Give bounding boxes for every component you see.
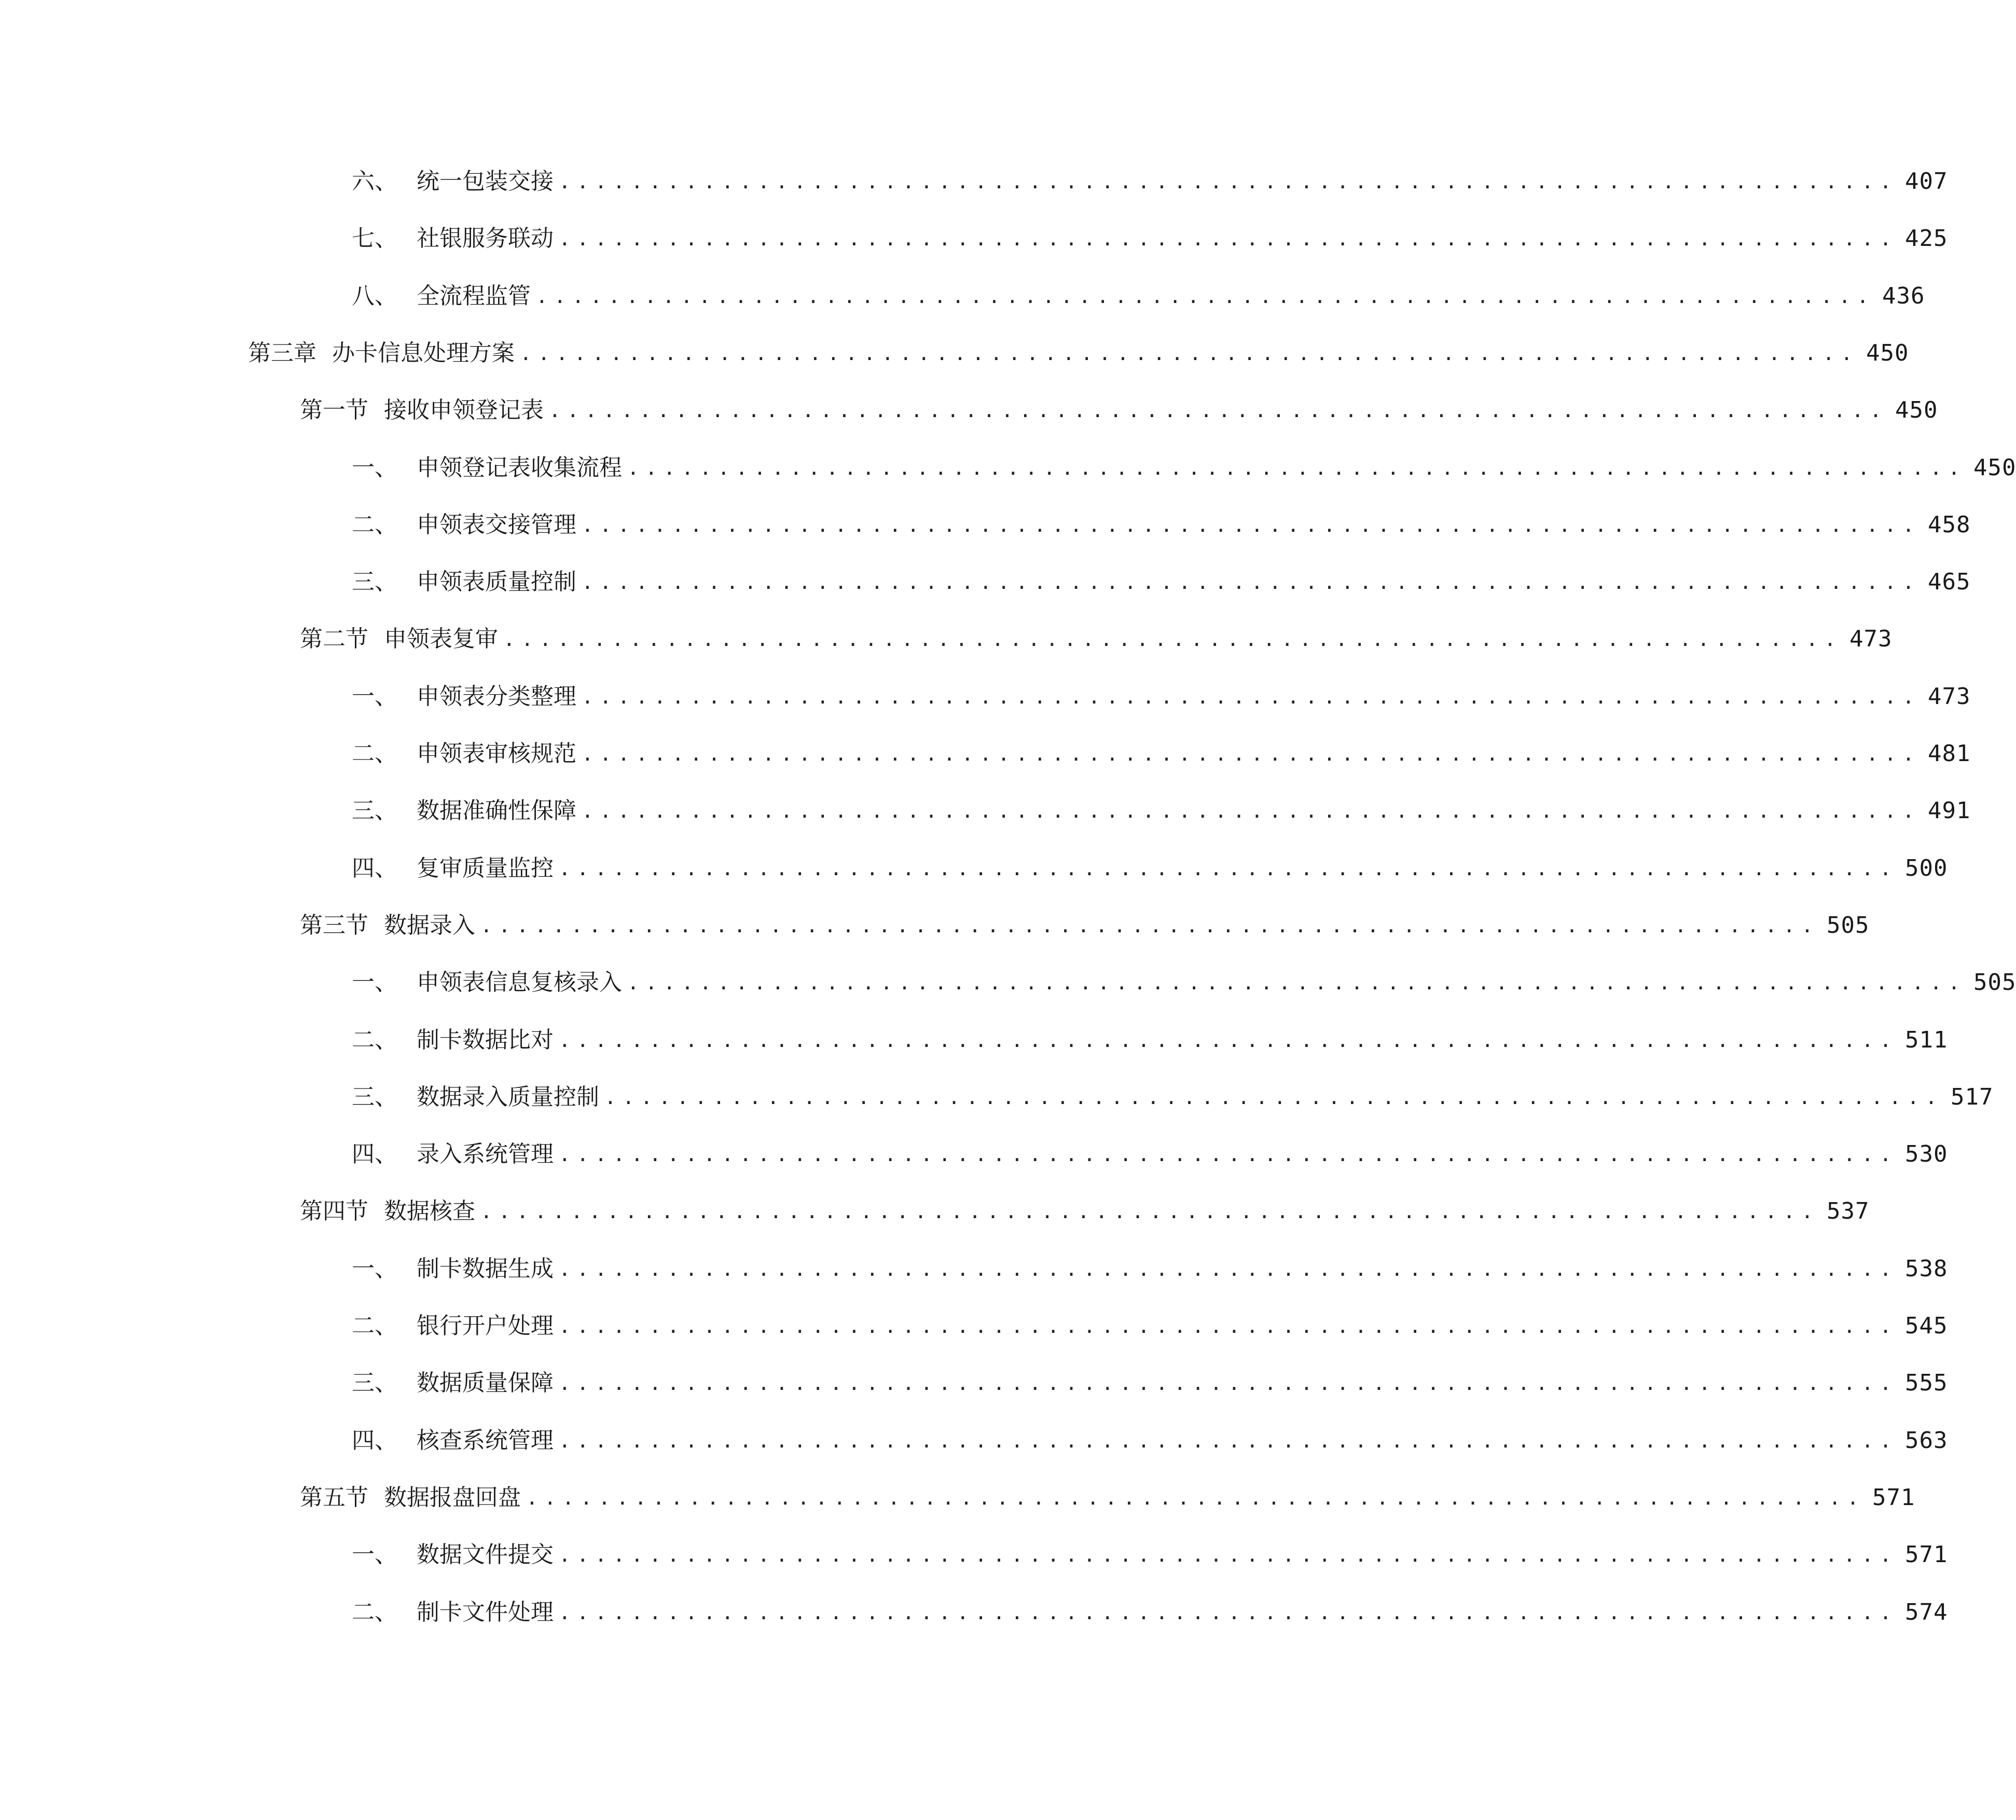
toc-entry-line — [352, 504, 1971, 546]
toc-entry[interactable] — [0, 333, 1909, 374]
toc-entry-page-number: 505 — [1973, 969, 2016, 996]
toc-entry[interactable] — [0, 390, 1938, 431]
toc-entry-title: 社银服务联动 — [417, 225, 554, 252]
toc-entry-number: 一、 — [352, 1256, 397, 1282]
toc-entry-title: 数据录入质量控制 — [417, 1084, 599, 1110]
toc-entry-number: 四、 — [352, 1427, 397, 1454]
toc-entry-title: 申领表交接管理 — [417, 512, 576, 538]
toc-entry-number: 二、 — [352, 740, 397, 767]
toc-entry-line — [352, 1362, 1948, 1404]
toc-entry-line — [352, 790, 1971, 832]
toc-entry-line — [352, 1305, 1948, 1347]
toc-entry[interactable] — [0, 1134, 1948, 1175]
toc-entry-line — [352, 1134, 1948, 1175]
toc-entry-page-number: 450 — [1895, 397, 1938, 423]
toc-entry-title: 申领表复审 — [384, 626, 498, 652]
toc-entry-line — [248, 333, 1909, 374]
toc-dot-leader: .......................................................................... — [503, 628, 1842, 651]
toc-entry-page-number: 571 — [1872, 1484, 1915, 1511]
toc-entry[interactable] — [0, 905, 1870, 946]
toc-entry[interactable] — [0, 676, 1971, 718]
toc-entry-number: 一、 — [352, 969, 397, 996]
toc-entry-line — [352, 1592, 1948, 1633]
toc-entry[interactable] — [0, 1305, 1948, 1347]
toc-entry-page-number: 450 — [1973, 454, 2016, 481]
toc-entry[interactable] — [0, 848, 1948, 889]
toc-entry-page-number: 505 — [1826, 912, 1870, 939]
toc-entry[interactable] — [0, 504, 1971, 546]
toc-entry-title: 申领表信息复核录入 — [417, 969, 622, 996]
toc-entry[interactable] — [0, 1477, 1915, 1519]
toc-entry-line — [352, 1077, 1994, 1118]
toc-entry-number: 第三章 — [248, 340, 316, 366]
toc-entry[interactable] — [0, 618, 1893, 660]
toc-entry-page-number: 545 — [1904, 1313, 1948, 1339]
toc-dot-leader: .......................................................................... — [559, 227, 1898, 250]
toc-entry-line — [352, 848, 1948, 889]
toc-entry-line — [352, 218, 1948, 259]
toc-entry-line — [300, 905, 1870, 946]
toc-entry-line — [352, 1019, 1948, 1061]
toc-entry-page-number: 458 — [1927, 512, 1971, 538]
toc-dot-leader: .......................................................................... — [559, 1315, 1898, 1338]
toc-entry-title: 申领登记表收集流程 — [417, 454, 622, 481]
toc-entry-title: 复审质量监控 — [417, 855, 554, 881]
toc-entry-page-number: 571 — [1904, 1541, 1948, 1568]
toc-entry-page-number: 555 — [1904, 1370, 1948, 1396]
toc-entry[interactable] — [0, 561, 1971, 603]
toc-dot-leader: .......................................................................... — [559, 1429, 1898, 1452]
toc-entry-line — [300, 1191, 1870, 1232]
toc-entry-number: 三、 — [352, 1084, 397, 1110]
toc-dot-leader: .......................................................................... — [480, 914, 1819, 937]
toc-entry-number: 二、 — [352, 1313, 397, 1339]
toc-entry-page-number: 538 — [1904, 1256, 1948, 1282]
toc-dot-leader: .......................................................................... — [582, 514, 1921, 536]
toc-dot-leader: .......................................................................... — [526, 1486, 1865, 1509]
toc-entry-page-number: 530 — [1904, 1141, 1948, 1167]
toc-entry-line — [300, 618, 1893, 660]
toc-dot-leader: .......................................................................... — [627, 457, 1966, 479]
toc-entry-page-number: 407 — [1904, 168, 1948, 195]
toc-entry-number: 七、 — [352, 225, 397, 252]
toc-entry-number: 第一节 — [300, 397, 368, 423]
toc-entry-title: 数据质量保障 — [417, 1370, 554, 1396]
toc-entry-page-number: 537 — [1826, 1198, 1870, 1224]
toc-entry-number: 一、 — [352, 683, 397, 710]
toc-entry-number: 三、 — [352, 569, 397, 595]
toc-dot-leader: .......................................................................... — [559, 1601, 1898, 1624]
toc-entry-line — [352, 561, 1971, 603]
toc-entry[interactable] — [0, 1592, 1948, 1633]
toc-entry-line — [352, 161, 1948, 202]
toc-entry-page-number: 473 — [1849, 626, 1893, 652]
toc-dot-leader: .......................................................................... — [559, 1143, 1898, 1166]
toc-entry-number: 四、 — [352, 855, 397, 881]
toc-entry-title: 接收申领登记表 — [384, 397, 544, 423]
toc-dot-leader: .......................................................................... — [582, 799, 1921, 822]
toc-entry[interactable] — [0, 1534, 1948, 1576]
toc-entry-number: 二、 — [352, 512, 397, 538]
toc-dot-leader: .......................................................................... — [582, 571, 1921, 594]
toc-entry-page-number: 517 — [1950, 1084, 1994, 1110]
toc-entry-page-number: 425 — [1904, 225, 1948, 252]
toc-entry-title: 统一包装交接 — [417, 168, 554, 195]
toc-dot-leader: .......................................................................... — [559, 170, 1898, 193]
toc-entry-number: 第四节 — [300, 1198, 368, 1224]
toc-entry-page-number: 436 — [1882, 283, 1925, 309]
toc-entry-page-number: 563 — [1904, 1427, 1948, 1454]
toc-dot-leader: .......................................................................... — [559, 1372, 1898, 1395]
toc-entry[interactable] — [0, 1248, 1948, 1290]
toc-entry-line — [352, 962, 2016, 1003]
toc-dot-leader: .......................................................................... — [549, 399, 1888, 422]
toc-entry[interactable] — [0, 1420, 1948, 1461]
toc-entry[interactable] — [0, 790, 1971, 832]
toc-dot-leader: .......................................................................... — [480, 1200, 1819, 1223]
toc-entry-title: 制卡文件处理 — [417, 1599, 554, 1625]
toc-entry-number: 第二节 — [300, 626, 368, 652]
toc-dot-leader: .......................................................................... — [520, 342, 1859, 365]
toc-entry-title: 银行开户处理 — [417, 1313, 554, 1339]
toc-entry-number: 一、 — [352, 454, 397, 481]
toc-entry-number: 三、 — [352, 797, 397, 824]
toc-entry-line — [352, 447, 2016, 489]
toc-entry[interactable] — [0, 161, 1948, 202]
toc-entry-line — [300, 390, 1938, 431]
toc-entry-page-number: 491 — [1927, 797, 1971, 824]
toc-entry-title: 制卡数据比对 — [417, 1027, 554, 1053]
toc-dot-leader: .......................................................................... — [582, 742, 1921, 765]
toc-entry-line — [352, 1420, 1948, 1461]
toc-entry-title: 申领表分类整理 — [417, 683, 576, 710]
toc-entry-title: 申领表质量控制 — [417, 569, 576, 595]
toc-entry[interactable] — [0, 218, 1948, 259]
toc-entry-number: 六、 — [352, 168, 397, 195]
toc-entry-number: 八、 — [352, 283, 397, 309]
toc-entry-number: 第三节 — [300, 912, 368, 939]
toc-entry-page-number: 465 — [1927, 569, 1971, 595]
toc-entry-page-number: 511 — [1904, 1027, 1948, 1053]
toc-entry-title: 申领表审核规范 — [417, 740, 576, 767]
toc-dot-leader: .......................................................................... — [582, 685, 1921, 708]
toc-entry[interactable] — [0, 447, 2016, 489]
toc-entry-page-number: 473 — [1927, 683, 1971, 710]
toc-entry-title: 制卡数据生成 — [417, 1256, 554, 1282]
toc-entry-title: 录入系统管理 — [417, 1141, 554, 1167]
toc-dot-leader: .......................................................................... — [627, 971, 1966, 994]
toc-entry-title: 数据核查 — [384, 1198, 475, 1224]
toc-dot-leader: .......................................................................... — [559, 1543, 1898, 1566]
toc-entry[interactable] — [0, 1191, 1870, 1232]
toc-entry-title: 核查系统管理 — [417, 1427, 554, 1454]
toc-entry-title: 数据准确性保障 — [417, 797, 576, 824]
toc-entry-number: 三、 — [352, 1370, 397, 1396]
toc-entry-line — [352, 1534, 1948, 1576]
toc-entry-number: 二、 — [352, 1599, 397, 1625]
toc-dot-leader: .......................................................................... — [536, 285, 1875, 308]
toc-entry[interactable] — [0, 962, 2016, 1003]
toc-entry[interactable] — [0, 733, 1971, 775]
toc-entry-line — [352, 275, 1925, 317]
toc-dot-leader: .......................................................................... — [559, 1029, 1898, 1052]
toc-entry-number: 二、 — [352, 1027, 397, 1053]
toc-entry[interactable] — [0, 1077, 1994, 1118]
toc-entry[interactable] — [0, 1019, 1948, 1061]
toc-entry-title: 数据报盘回盘 — [384, 1484, 521, 1511]
toc-entry-page-number: 450 — [1866, 340, 1909, 366]
toc-entry-title: 全流程监管 — [417, 283, 531, 309]
toc-entry[interactable] — [0, 1362, 1948, 1404]
toc-entry[interactable] — [0, 275, 1925, 317]
toc-entry-number: 四、 — [352, 1141, 397, 1167]
toc-entry-line — [352, 676, 1971, 718]
toc-dot-leader: .......................................................................... — [604, 1086, 1943, 1109]
toc-entry-title: 数据文件提交 — [417, 1541, 554, 1568]
toc-entry-title: 数据录入 — [384, 912, 475, 939]
toc-entry-number: 第五节 — [300, 1484, 368, 1511]
toc-dot-leader: .......................................................................... — [559, 1258, 1898, 1280]
toc-entry-page-number: 500 — [1904, 855, 1948, 881]
toc-dot-leader: .......................................................................... — [559, 857, 1898, 880]
toc-entry-page-number: 574 — [1904, 1599, 1948, 1625]
toc-entry-line — [352, 733, 1971, 775]
toc-entry-title: 办卡信息处理方案 — [332, 340, 515, 366]
toc-entry-line — [300, 1477, 1915, 1519]
toc-entry-line — [352, 1248, 1948, 1290]
toc-entry-page-number: 481 — [1927, 740, 1971, 767]
toc-entry-number: 一、 — [352, 1541, 397, 1568]
